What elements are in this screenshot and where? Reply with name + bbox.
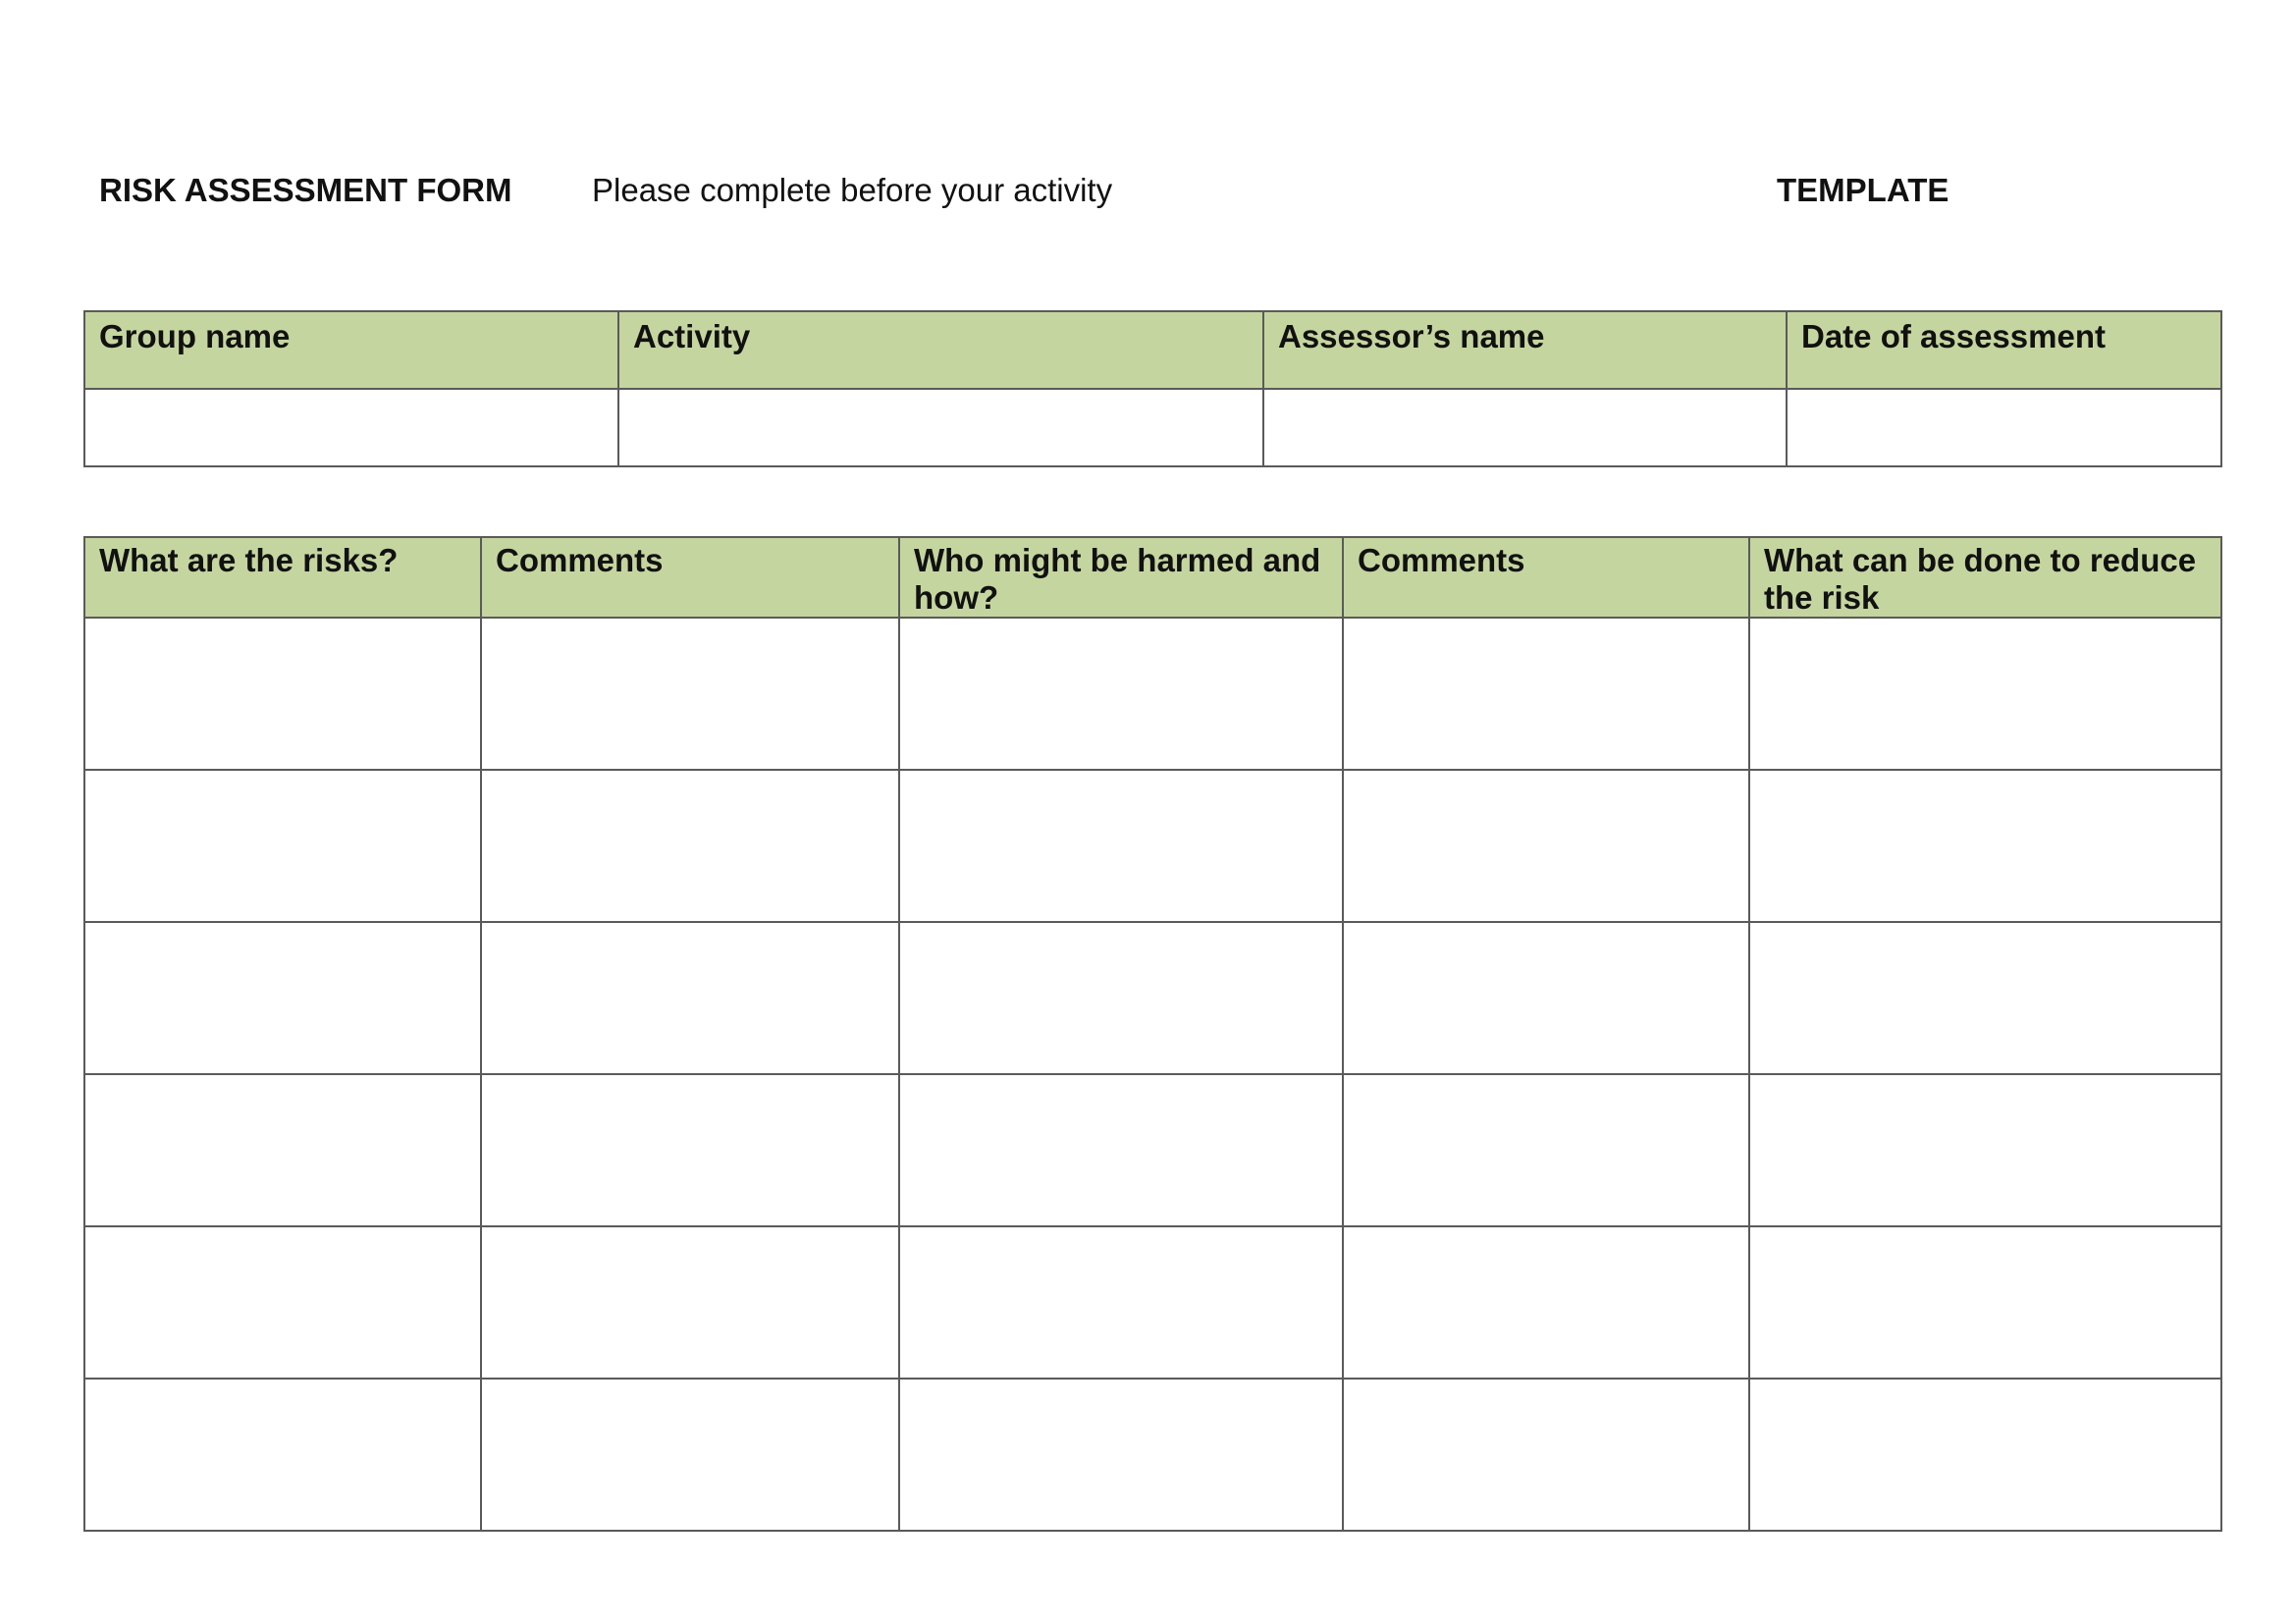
form-header [0, 169, 2296, 212]
risk-cell[interactable] [84, 922, 481, 1074]
harm-comments-cell[interactable] [1343, 1074, 1749, 1226]
harm-comments-cell[interactable] [1343, 1226, 1749, 1379]
form-title: RISK ASSESSMENT FORM [99, 172, 512, 208]
risk-row [84, 770, 2221, 922]
harm-comments-cell[interactable] [1343, 1379, 1749, 1531]
assessment-info-table [83, 310, 2222, 467]
risk-row [84, 1074, 2221, 1226]
risk-comments-cell[interactable] [481, 618, 899, 770]
date-of-assessment-field[interactable] [1787, 389, 2221, 466]
reduce-risk-cell[interactable] [1749, 618, 2221, 770]
risk-row [84, 618, 2221, 770]
risk-table [83, 536, 2222, 1532]
assessor-name-field[interactable] [1263, 389, 1787, 466]
risk-cell[interactable] [84, 618, 481, 770]
who-harmed-header: Who might be harmed and how? [899, 537, 1343, 618]
activity-header: Activity [618, 311, 1263, 389]
info-header-row [84, 311, 2221, 389]
reduce-risk-header: What can be done to reduce the risk [1749, 537, 2221, 618]
who-harmed-cell[interactable] [899, 770, 1343, 922]
who-harmed-cell[interactable] [899, 618, 1343, 770]
reduce-risk-cell[interactable] [1749, 1226, 2221, 1379]
who-harmed-cell[interactable] [899, 922, 1343, 1074]
risk-comments-cell[interactable] [481, 770, 899, 922]
harm-comments-cell[interactable] [1343, 922, 1749, 1074]
harm-comments-cell[interactable] [1343, 618, 1749, 770]
risk-comments-cell[interactable] [481, 1379, 899, 1531]
risk-row [84, 1379, 2221, 1531]
who-harmed-cell[interactable] [899, 1379, 1343, 1531]
group-name-header: Group name [84, 311, 618, 389]
activity-field[interactable] [618, 389, 1263, 466]
risk-cell[interactable] [84, 1379, 481, 1531]
risk-comments-cell[interactable] [481, 1074, 899, 1226]
risk-cell[interactable] [84, 770, 481, 922]
risk-comments-cell[interactable] [481, 922, 899, 1074]
risk-cell[interactable] [84, 1074, 481, 1226]
who-harmed-cell[interactable] [899, 1226, 1343, 1379]
info-entry-row [84, 389, 2221, 466]
who-harmed-cell[interactable] [899, 1074, 1343, 1226]
group-name-field[interactable] [84, 389, 618, 466]
reduce-risk-cell[interactable] [1749, 922, 2221, 1074]
form-subtitle: Please complete before your activity [592, 172, 1113, 208]
harm-comments-header: Comments [1343, 537, 1749, 618]
risk-header-row [84, 537, 2221, 618]
date-of-assessment-header: Date of assessment [1787, 311, 2221, 389]
reduce-risk-cell[interactable] [1749, 770, 2221, 922]
risk-cell[interactable] [84, 1226, 481, 1379]
harm-comments-cell[interactable] [1343, 770, 1749, 922]
assessor-name-header: Assessor’s name [1263, 311, 1787, 389]
reduce-risk-cell[interactable] [1749, 1074, 2221, 1226]
risk-comments-header: Comments [481, 537, 899, 618]
risks-header: What are the risks? [84, 537, 481, 618]
risk-row [84, 1226, 2221, 1379]
reduce-risk-cell[interactable] [1749, 1379, 2221, 1531]
risk-comments-cell[interactable] [481, 1226, 899, 1379]
risk-row [84, 922, 2221, 1074]
template-label: TEMPLATE [1777, 172, 1949, 208]
